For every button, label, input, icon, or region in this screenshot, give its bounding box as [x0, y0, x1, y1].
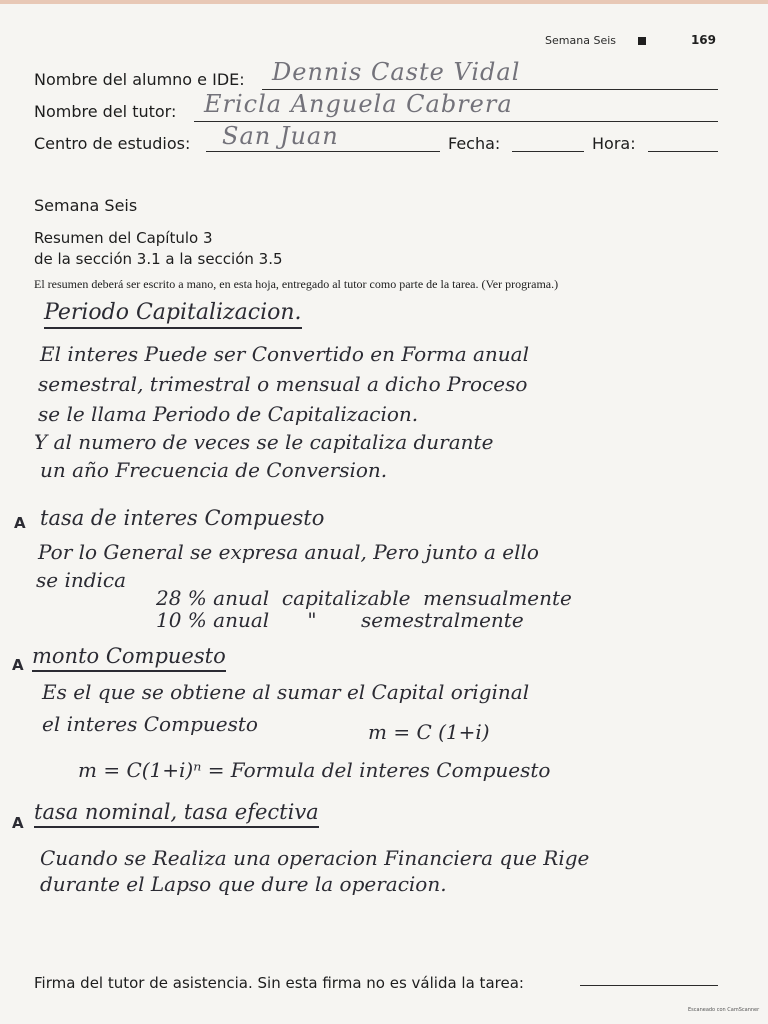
note-p1-line5: un año Frecuencia de Conversion.	[40, 458, 388, 482]
time-label: Hora:	[592, 134, 636, 153]
note-p3-formula-1: m = C (1+i)	[368, 720, 490, 744]
note-p4-line2: durante el Lapso que dure la operacion.	[40, 872, 447, 896]
note-p1-line1: El interes Puede ser Convertido en Forma anual	[40, 342, 529, 366]
note-heading-3: monto Compuesto	[32, 644, 226, 672]
note-p3-line3: m = C(1+i)ⁿ = Formula del interes Compuesto	[78, 758, 551, 782]
bullet-arrow-3: A	[12, 814, 24, 832]
tutor-value: Ericla Anguela Cabrera	[204, 90, 513, 118]
signature-line	[580, 985, 718, 986]
top-edge-strip	[0, 0, 768, 4]
center-field	[34, 134, 190, 153]
center-value: San Juan	[222, 122, 339, 150]
tutor-field	[34, 102, 176, 121]
note-p2-line2: se indica	[36, 568, 127, 592]
note-heading-1: Periodo Capitalizacion.	[44, 300, 302, 329]
date-label: Fecha:	[448, 134, 501, 153]
note-p3-line1: Es el que se obtiene al sumar el Capital original	[42, 680, 530, 704]
note-heading-4: tasa nominal, tasa efectiva	[34, 800, 319, 828]
student-field	[34, 70, 245, 89]
section-subtitle-1: Resumen del Capítulo 3	[34, 229, 213, 247]
note-p3-line2: el interes Compuesto	[42, 712, 258, 736]
center-label: Centro de estudios:	[34, 134, 191, 153]
bullet-arrow-1: A	[14, 514, 26, 532]
header-section: Semana Seis	[545, 34, 616, 47]
instruction-text: El resumen deberá ser escrito a mano, en esta hoja, entregado al tutor como parte de la tarea. (Ver programa.)	[34, 277, 559, 291]
time-field	[592, 134, 636, 153]
signature-label: Firma del tutor de asistencia. Sin esta firma no es válida la tarea:	[34, 974, 524, 992]
page-number: 169	[690, 33, 716, 47]
date-underline	[512, 151, 584, 152]
note-heading-2: tasa de interes Compuesto	[40, 506, 325, 530]
header-square-icon	[638, 37, 646, 45]
note-p1-line4: Y al numero de veces se le capitaliza durante	[34, 430, 494, 454]
center-underline	[206, 151, 440, 152]
scanner-watermark: Escaneado con CamScanner	[688, 1007, 760, 1013]
note-p4-line1: Cuando se Realiza una operacion Financiera que Rige	[40, 846, 590, 870]
note-p2-line1: Por lo General se expresa anual, Pero junto a ello	[38, 540, 539, 564]
student-label: Nombre del alumno e IDE:	[34, 70, 245, 89]
note-p1-line2: semestral, trimestral o mensual a dicho Proceso	[38, 372, 528, 396]
note-p2-line3: 28 % anual capitalizable mensualmente	[156, 586, 572, 610]
bullet-arrow-2: A	[12, 656, 24, 674]
note-p2-line4: 10 % anual " semestralmente	[156, 608, 524, 632]
note-p1-line3: se le llama Periodo de Capitalizacion.	[38, 402, 419, 426]
date-field	[448, 134, 500, 153]
section-subtitle-2: de la sección 3.1 a la sección 3.5	[34, 250, 283, 268]
section-title: Semana Seis	[34, 196, 138, 215]
tutor-label: Nombre del tutor:	[34, 102, 177, 121]
student-value: Dennis Caste Vidal	[272, 58, 521, 86]
time-underline	[648, 151, 718, 152]
page-header	[0, 34, 720, 52]
